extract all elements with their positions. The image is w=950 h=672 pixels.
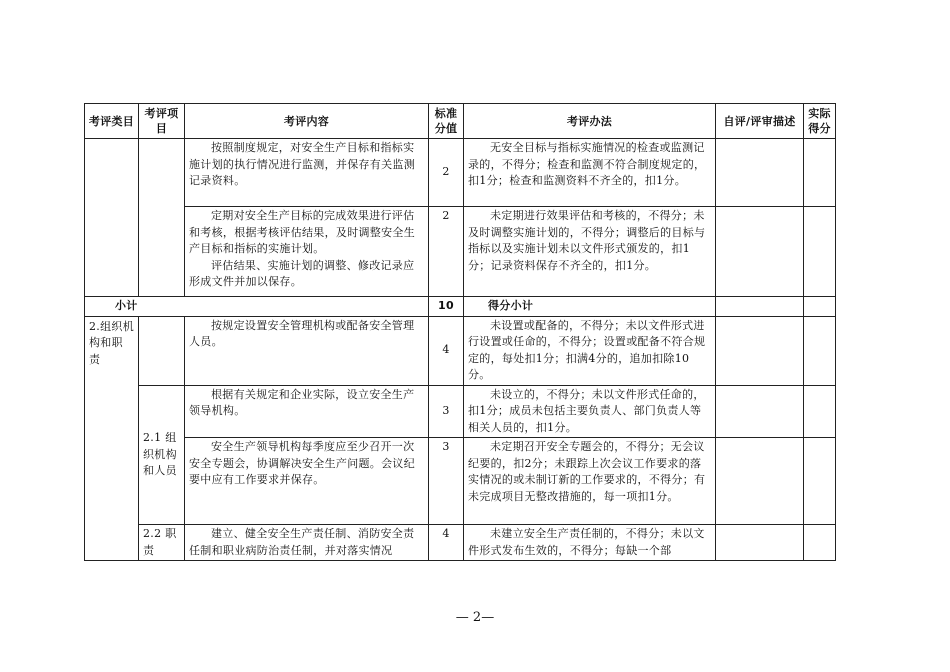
subtotal-row <box>85 297 836 317</box>
self-eval-cell <box>716 525 804 561</box>
subtotal-self-eval <box>716 297 804 317</box>
actual-score-cell <box>804 525 836 561</box>
subtotal-score: 10 <box>429 297 464 317</box>
score-cell: 3 <box>429 438 464 525</box>
method-cell: 无安全目标与指标实施情况的检查或监测记录的，不得分；检查和监测不符合制度规定的，扣1分；检查和监测资料不齐全的，扣1分。 <box>464 139 716 207</box>
actual-score-cell <box>804 139 836 207</box>
content-cell <box>185 207 429 297</box>
page-number: — 2— <box>455 610 495 625</box>
assessment-table <box>84 103 836 561</box>
self-eval-cell <box>716 385 804 438</box>
table-header-row <box>85 104 836 139</box>
header-category: 考评类目 <box>85 104 139 139</box>
score-cell: 2 <box>429 139 464 207</box>
item-cell: 2.2 职责 <box>139 525 185 561</box>
score-cell: 4 <box>429 316 464 385</box>
category-cell: 2.组织机构和职责 <box>85 316 139 561</box>
score-cell: 3 <box>429 385 464 438</box>
subtotal-label: 小计 <box>85 297 429 317</box>
header-item: 考评项目 <box>139 104 185 139</box>
item-cell <box>139 316 185 385</box>
subtotal-actual <box>804 297 836 317</box>
actual-score-cell <box>804 385 836 438</box>
item-cell <box>139 139 185 297</box>
self-eval-cell <box>716 316 804 385</box>
table-row <box>85 385 836 438</box>
header-self-eval: 自评/评审描述 <box>716 104 804 139</box>
content-cell: 根据有关规定和企业实际，设立安全生产领导机构。 <box>185 385 429 438</box>
table-row <box>85 438 836 525</box>
table-row <box>85 207 836 297</box>
method-cell: 未定期进行效果评估和考核的，不得分；未及时调整实施计划的，不得分；调整后的目标与指标以及实施计划未以文件形式颁发的，扣1分；记录资料保存不齐全的，扣1分。 <box>464 207 716 297</box>
actual-score-cell <box>804 207 836 297</box>
content-cell: 安全生产领导机构每季度应至少召开一次安全专题会，协调解决安全生产问题。会议纪要中应有工作要求并保存。 <box>185 438 429 525</box>
content-text: 定期对安全生产目标的完成效果进行评估和考核，根据考核评估结果，及时调整安全生产目标和指标的实施计划。 <box>189 209 415 255</box>
content-text-2: 评估结果、实施计划的调整、修改记录应形成文件并加以保存。 <box>189 258 415 288</box>
method-cell: 未定期召开安全专题会的，不得分；无会议纪要的，扣2分；未跟踪上次会议工作要求的落实情况的或未制订新的工作要求的，不得分；有未完成项目无整改措施的，每一项扣1分。 <box>464 438 716 525</box>
header-actual-score: 实际得分 <box>804 104 836 139</box>
score-cell: 4 <box>429 525 464 561</box>
actual-score-cell <box>804 438 836 525</box>
content-cell: 按规定设置安全管理机构或配备安全管理人员。 <box>185 316 429 385</box>
table-row <box>85 316 836 385</box>
self-eval-cell <box>716 139 804 207</box>
table-row <box>85 525 836 561</box>
header-method: 考评办法 <box>464 104 716 139</box>
self-eval-cell <box>716 207 804 297</box>
content-cell: 建立、健全安全生产责任制、消防安全责任制和职业病防治责任制，并对落实情况 <box>185 525 429 561</box>
method-cell: 未建立安全生产责任制的，不得分；未以文件形式发布生效的，不得分；每缺一个部 <box>464 525 716 561</box>
content-cell: 按照制度规定，对安全生产目标和指标实施计划的执行情况进行监测，并保存有关监测记录资料。 <box>185 139 429 207</box>
actual-score-cell <box>804 316 836 385</box>
method-cell: 未设立的，不得分；未以文件形式任命的，扣1分；成员未包括主要负责人、部门负责人等相关人员的，扣1分。 <box>464 385 716 438</box>
item-cell: 2.1 组织机构和人员 <box>139 385 185 525</box>
subtotal-method-label: 得分小计 <box>464 297 716 317</box>
header-content: 考评内容 <box>185 104 429 139</box>
table-row <box>85 139 836 207</box>
method-cell: 未设置或配备的，不得分；未以文件形式进行设置或任命的，不得分；设置或配备不符合规定的，每处扣1分；扣满4分的，追加扣除10分。 <box>464 316 716 385</box>
self-eval-cell <box>716 438 804 525</box>
score-cell: 2 <box>429 207 464 297</box>
category-cell <box>85 139 139 297</box>
header-score: 标准分值 <box>429 104 464 139</box>
